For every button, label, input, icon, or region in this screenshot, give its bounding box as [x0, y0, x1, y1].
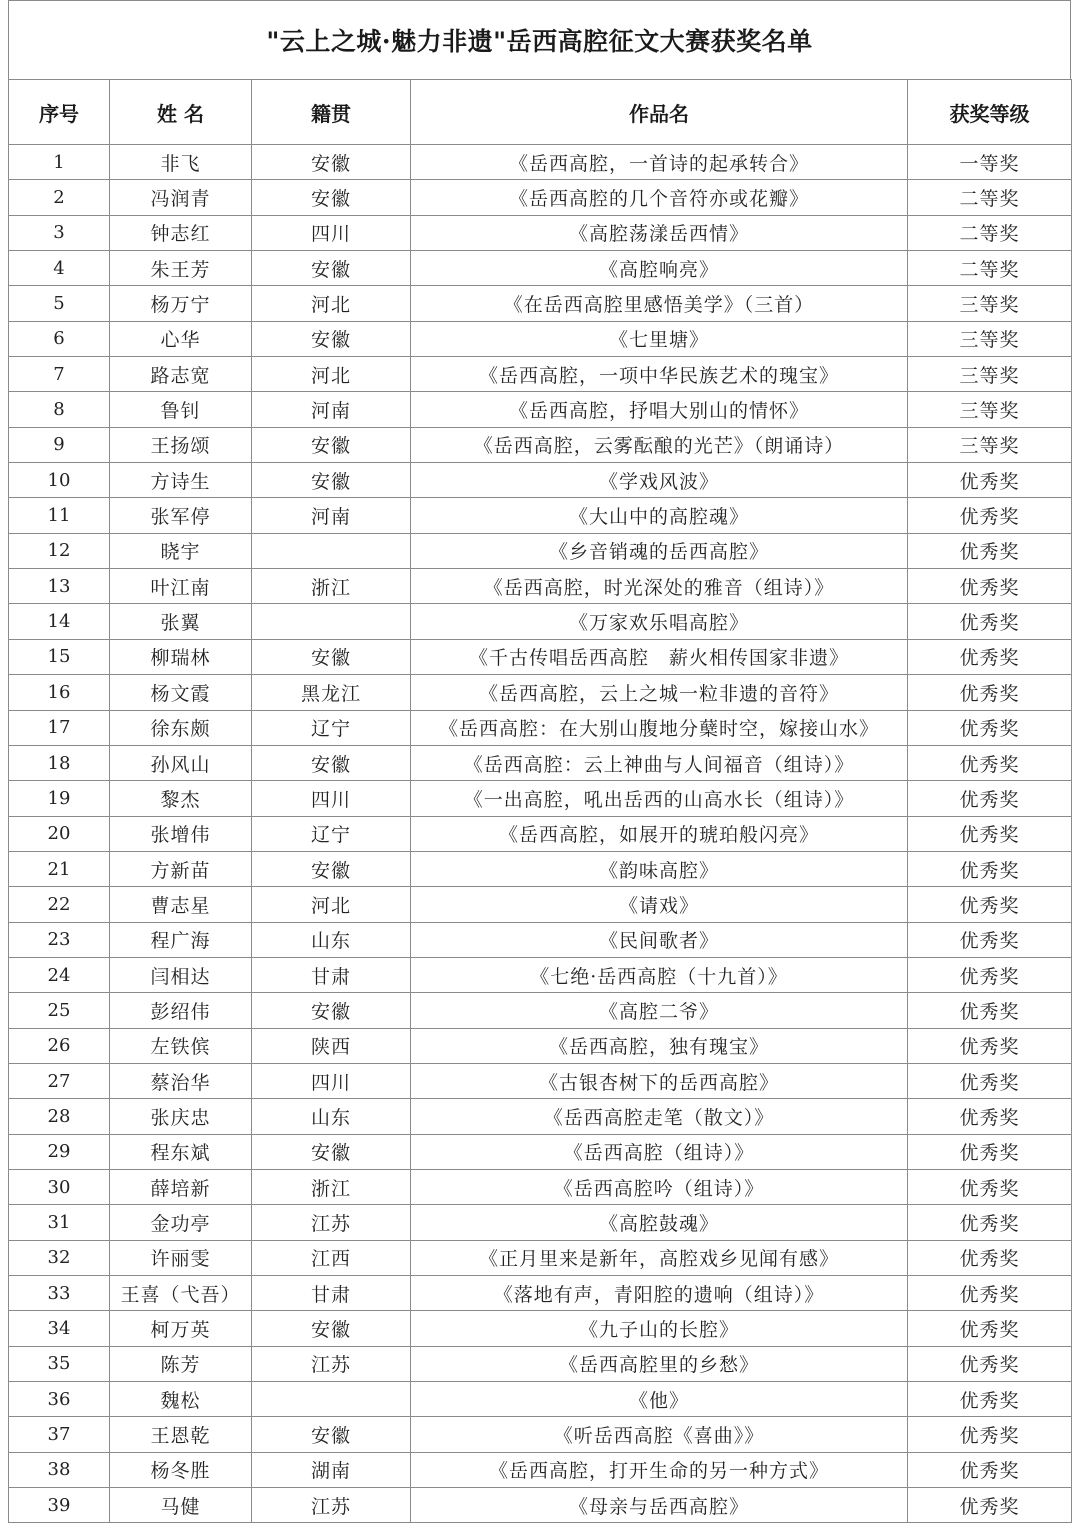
cell-award: 优秀奖 — [908, 781, 1072, 816]
cell-origin: 浙江 — [252, 569, 411, 604]
table-row — [9, 1452, 1072, 1487]
cell-origin: 安徽 — [252, 639, 411, 674]
table-row — [9, 781, 1072, 816]
cell-award: 优秀奖 — [908, 1169, 1072, 1204]
cell-no: 10 — [9, 463, 110, 498]
cell-award: 三等奖 — [908, 392, 1072, 427]
cell-origin: 甘肃 — [252, 1276, 411, 1311]
cell-name: 左铁傧 — [110, 1028, 252, 1063]
cell-award: 优秀奖 — [908, 922, 1072, 957]
cell-work: 《岳西高腔，打开生命的另一种方式》 — [411, 1452, 908, 1487]
cell-name: 叶江南 — [110, 569, 252, 604]
cell-work: 《在岳西高腔里感悟美学》（三首） — [411, 286, 908, 321]
cell-name: 程东斌 — [110, 1134, 252, 1169]
cell-award: 三等奖 — [908, 357, 1072, 392]
cell-origin: 陕西 — [252, 1028, 411, 1063]
table-row — [9, 533, 1072, 568]
cell-name: 徐东颇 — [110, 710, 252, 745]
cell-origin: 四川 — [252, 215, 411, 250]
cell-origin: 四川 — [252, 781, 411, 816]
cell-no: 6 — [9, 321, 110, 356]
cell-work: 《落地有声，青阳腔的遗响（组诗）》 — [411, 1276, 908, 1311]
cell-award: 优秀奖 — [908, 463, 1072, 498]
cell-name: 王恩乾 — [110, 1417, 252, 1452]
cell-name: 朱王芳 — [110, 251, 252, 286]
cell-work: 《岳西高腔的几个音符亦或花瓣》 — [411, 180, 908, 215]
cell-origin: 安徽 — [252, 745, 411, 780]
cell-origin: 安徽 — [252, 145, 411, 180]
header-no: 序号 — [9, 80, 110, 145]
cell-work: 《岳西高腔，云雾酝酿的光芒》（朗诵诗） — [411, 427, 908, 462]
cell-award: 优秀奖 — [908, 533, 1072, 568]
cell-no: 3 — [9, 215, 110, 250]
table-row — [9, 1488, 1072, 1523]
cell-origin: 江苏 — [252, 1346, 411, 1381]
table-row — [9, 922, 1072, 957]
cell-name: 张翼 — [110, 604, 252, 639]
cell-work: 《岳西高腔，云上之城一粒非遗的音符》 — [411, 675, 908, 710]
table-row — [9, 321, 1072, 356]
cell-origin: 河南 — [252, 498, 411, 533]
cell-award: 优秀奖 — [908, 1205, 1072, 1240]
cell-award: 三等奖 — [908, 321, 1072, 356]
table-row — [9, 145, 1072, 180]
cell-origin: 四川 — [252, 1063, 411, 1098]
cell-no: 22 — [9, 887, 110, 922]
table-row — [9, 887, 1072, 922]
cell-award: 优秀奖 — [908, 1063, 1072, 1098]
cell-origin: 山东 — [252, 1099, 411, 1134]
cell-award: 优秀奖 — [908, 1311, 1072, 1346]
table-row — [9, 675, 1072, 710]
cell-name: 王喜（弋吾） — [110, 1276, 252, 1311]
table-row — [9, 1099, 1072, 1134]
cell-no: 34 — [9, 1311, 110, 1346]
cell-origin: 安徽 — [252, 321, 411, 356]
cell-no: 26 — [9, 1028, 110, 1063]
cell-no: 32 — [9, 1240, 110, 1275]
table-row — [9, 710, 1072, 745]
cell-no: 16 — [9, 675, 110, 710]
cell-no: 24 — [9, 957, 110, 992]
cell-work: 《学戏风波》 — [411, 463, 908, 498]
cell-name: 王扬颂 — [110, 427, 252, 462]
cell-award: 三等奖 — [908, 286, 1072, 321]
cell-name: 曹志星 — [110, 887, 252, 922]
cell-work: 《听岳西高腔《喜曲》》 — [411, 1417, 908, 1452]
cell-award: 优秀奖 — [908, 851, 1072, 886]
cell-origin: 安徽 — [252, 427, 411, 462]
table-row — [9, 463, 1072, 498]
table-row — [9, 180, 1072, 215]
cell-no: 14 — [9, 604, 110, 639]
table-row — [9, 1311, 1072, 1346]
cell-award: 三等奖 — [908, 427, 1072, 462]
cell-name: 彭绍伟 — [110, 993, 252, 1028]
cell-no: 11 — [9, 498, 110, 533]
cell-no: 38 — [9, 1452, 110, 1487]
header-name: 姓 名 — [110, 80, 252, 145]
table-row — [9, 1205, 1072, 1240]
cell-name: 心华 — [110, 321, 252, 356]
cell-award: 优秀奖 — [908, 1488, 1072, 1523]
table-row — [9, 1028, 1072, 1063]
cell-name: 冯润青 — [110, 180, 252, 215]
table-row — [9, 1240, 1072, 1275]
cell-award: 优秀奖 — [908, 604, 1072, 639]
table-row — [9, 286, 1072, 321]
cell-no: 5 — [9, 286, 110, 321]
cell-name: 张增伟 — [110, 816, 252, 851]
award-list-document — [8, 0, 1071, 1529]
cell-origin: 河北 — [252, 887, 411, 922]
cell-name: 程广海 — [110, 922, 252, 957]
cell-name: 蔡治华 — [110, 1063, 252, 1098]
cell-award: 优秀奖 — [908, 745, 1072, 780]
header-origin: 籍贯 — [252, 80, 411, 145]
cell-work: 《民间歌者》 — [411, 922, 908, 957]
table-header-row — [9, 80, 1072, 145]
table-row — [9, 498, 1072, 533]
cell-name: 方诗生 — [110, 463, 252, 498]
cell-origin: 安徽 — [252, 993, 411, 1028]
table-row — [9, 851, 1072, 886]
cell-work: 《高腔荡漾岳西情》 — [411, 215, 908, 250]
table-row — [9, 993, 1072, 1028]
cell-name: 钟志红 — [110, 215, 252, 250]
table-row — [9, 569, 1072, 604]
cell-no: 4 — [9, 251, 110, 286]
cell-work: 《岳西高腔，一项中华民族艺术的瑰宝》 — [411, 357, 908, 392]
cell-origin: 辽宁 — [252, 710, 411, 745]
cell-no: 7 — [9, 357, 110, 392]
cell-name: 金功亭 — [110, 1205, 252, 1240]
table-row — [9, 251, 1072, 286]
cell-work: 《岳西高腔，一首诗的起承转合》 — [411, 145, 908, 180]
cell-origin: 安徽 — [252, 1134, 411, 1169]
cell-origin: 河北 — [252, 286, 411, 321]
cell-no: 20 — [9, 816, 110, 851]
cell-work: 《他》 — [411, 1382, 908, 1417]
cell-work: 《岳西高腔里的乡愁》 — [411, 1346, 908, 1381]
cell-no: 8 — [9, 392, 110, 427]
cell-work: 《岳西高腔：在大别山腹地分蘖时空，嫁接山水》 — [411, 710, 908, 745]
cell-no: 36 — [9, 1382, 110, 1417]
cell-award: 优秀奖 — [908, 1382, 1072, 1417]
cell-origin: 安徽 — [252, 1417, 411, 1452]
table-row — [9, 957, 1072, 992]
table-row — [9, 816, 1072, 851]
table-row — [9, 604, 1072, 639]
cell-name: 非飞 — [110, 145, 252, 180]
cell-name: 张军停 — [110, 498, 252, 533]
cell-no: 37 — [9, 1417, 110, 1452]
header-award: 获奖等级 — [908, 80, 1072, 145]
cell-origin: 甘肃 — [252, 957, 411, 992]
table-row — [9, 1417, 1072, 1452]
table-row — [9, 1346, 1072, 1381]
cell-name: 柳瑞林 — [110, 639, 252, 674]
cell-work: 《韵味高腔》 — [411, 851, 908, 886]
cell-award: 优秀奖 — [908, 957, 1072, 992]
cell-name: 杨万宁 — [110, 286, 252, 321]
cell-award: 优秀奖 — [908, 816, 1072, 851]
cell-origin: 黑龙江 — [252, 675, 411, 710]
cell-no: 25 — [9, 993, 110, 1028]
cell-origin: 河南 — [252, 392, 411, 427]
cell-origin: 安徽 — [252, 251, 411, 286]
cell-no: 33 — [9, 1276, 110, 1311]
award-table — [8, 79, 1072, 1523]
cell-origin: 山东 — [252, 922, 411, 957]
table-row — [9, 1063, 1072, 1098]
cell-no: 15 — [9, 639, 110, 674]
cell-work: 《高腔响亮》 — [411, 251, 908, 286]
cell-origin — [252, 604, 411, 639]
cell-name: 杨文霞 — [110, 675, 252, 710]
cell-no: 17 — [9, 710, 110, 745]
cell-name: 晓宇 — [110, 533, 252, 568]
cell-award: 优秀奖 — [908, 639, 1072, 674]
table-row — [9, 215, 1072, 250]
table-row — [9, 745, 1072, 780]
cell-origin: 安徽 — [252, 463, 411, 498]
cell-name: 陈芳 — [110, 1346, 252, 1381]
cell-work: 《七里塘》 — [411, 321, 908, 356]
cell-award: 优秀奖 — [908, 1099, 1072, 1134]
cell-origin: 江苏 — [252, 1205, 411, 1240]
cell-work: 《大山中的高腔魂》 — [411, 498, 908, 533]
cell-work: 《万家欢乐唱高腔》 — [411, 604, 908, 639]
cell-work: 《一出高腔，吼出岳西的山高水长（组诗）》 — [411, 781, 908, 816]
cell-work: 《古银杏树下的岳西高腔》 — [411, 1063, 908, 1098]
cell-no: 1 — [9, 145, 110, 180]
cell-award: 优秀奖 — [908, 993, 1072, 1028]
cell-work: 《高腔二爷》 — [411, 993, 908, 1028]
cell-origin: 湖南 — [252, 1452, 411, 1487]
cell-no: 23 — [9, 922, 110, 957]
cell-origin: 安徽 — [252, 1311, 411, 1346]
cell-award: 一等奖 — [908, 145, 1072, 180]
cell-work: 《岳西高腔：云上神曲与人间福音（组诗）》 — [411, 745, 908, 780]
cell-name: 路志宽 — [110, 357, 252, 392]
cell-work: 《岳西高腔走笔（散文）》 — [411, 1099, 908, 1134]
cell-work: 《请戏》 — [411, 887, 908, 922]
cell-no: 9 — [9, 427, 110, 462]
cell-name: 许丽雯 — [110, 1240, 252, 1275]
cell-name: 鲁钊 — [110, 392, 252, 427]
cell-award: 优秀奖 — [908, 1452, 1072, 1487]
cell-no: 35 — [9, 1346, 110, 1381]
cell-award: 优秀奖 — [908, 1417, 1072, 1452]
cell-work: 《岳西高腔（组诗）》 — [411, 1134, 908, 1169]
cell-origin — [252, 1382, 411, 1417]
cell-no: 27 — [9, 1063, 110, 1098]
cell-no: 18 — [9, 745, 110, 780]
cell-origin: 辽宁 — [252, 816, 411, 851]
cell-name: 薛培新 — [110, 1169, 252, 1204]
cell-no: 29 — [9, 1134, 110, 1169]
table-row — [9, 1276, 1072, 1311]
cell-no: 21 — [9, 851, 110, 886]
cell-origin: 江苏 — [252, 1488, 411, 1523]
cell-name: 魏松 — [110, 1382, 252, 1417]
cell-no: 28 — [9, 1099, 110, 1134]
cell-work: 《母亲与岳西高腔》 — [411, 1488, 908, 1523]
cell-no: 30 — [9, 1169, 110, 1204]
cell-work: 《九子山的长腔》 — [411, 1311, 908, 1346]
cell-origin — [252, 533, 411, 568]
table-row — [9, 1382, 1072, 1417]
cell-award: 二等奖 — [908, 180, 1072, 215]
cell-no: 12 — [9, 533, 110, 568]
cell-origin: 河北 — [252, 357, 411, 392]
document-title: "云上之城·魅力非遗"岳西高腔征文大赛获奖名单 — [8, 0, 1071, 79]
cell-award: 优秀奖 — [908, 1240, 1072, 1275]
cell-work: 《乡音销魂的岳西高腔》 — [411, 533, 908, 568]
table-body — [9, 145, 1072, 1523]
cell-work: 《七绝·岳西高腔（十九首）》 — [411, 957, 908, 992]
cell-name: 孙风山 — [110, 745, 252, 780]
table-row — [9, 392, 1072, 427]
cell-work: 《岳西高腔吟（组诗）》 — [411, 1169, 908, 1204]
cell-award: 优秀奖 — [908, 1276, 1072, 1311]
cell-no: 19 — [9, 781, 110, 816]
cell-award: 优秀奖 — [908, 675, 1072, 710]
cell-origin: 安徽 — [252, 180, 411, 215]
table-row — [9, 1134, 1072, 1169]
cell-name: 张庆忠 — [110, 1099, 252, 1134]
cell-name: 方新苗 — [110, 851, 252, 886]
cell-no: 13 — [9, 569, 110, 604]
cell-work: 《正月里来是新年，高腔戏乡见闻有感》 — [411, 1240, 908, 1275]
cell-name: 柯万英 — [110, 1311, 252, 1346]
cell-work: 《岳西高腔，如展开的琥珀般闪亮》 — [411, 816, 908, 851]
cell-work: 《高腔鼓魂》 — [411, 1205, 908, 1240]
header-work: 作品名 — [411, 80, 908, 145]
cell-work: 《岳西高腔，独有瑰宝》 — [411, 1028, 908, 1063]
cell-award: 优秀奖 — [908, 569, 1072, 604]
cell-award: 优秀奖 — [908, 887, 1072, 922]
cell-award: 优秀奖 — [908, 1134, 1072, 1169]
table-row — [9, 1169, 1072, 1204]
cell-no: 39 — [9, 1488, 110, 1523]
cell-name: 闫相达 — [110, 957, 252, 992]
cell-award: 二等奖 — [908, 251, 1072, 286]
cell-award: 优秀奖 — [908, 1028, 1072, 1063]
cell-award: 优秀奖 — [908, 1346, 1072, 1381]
cell-award: 优秀奖 — [908, 498, 1072, 533]
cell-no: 2 — [9, 180, 110, 215]
cell-origin: 安徽 — [252, 851, 411, 886]
cell-origin: 江西 — [252, 1240, 411, 1275]
table-row — [9, 357, 1072, 392]
cell-no: 31 — [9, 1205, 110, 1240]
cell-name: 马健 — [110, 1488, 252, 1523]
cell-name: 黎杰 — [110, 781, 252, 816]
cell-work: 《千古传唱岳西高腔 薪火相传国家非遗》 — [411, 639, 908, 674]
cell-work: 《岳西高腔，抒唱大别山的情怀》 — [411, 392, 908, 427]
table-row — [9, 639, 1072, 674]
cell-origin: 浙江 — [252, 1169, 411, 1204]
cell-award: 优秀奖 — [908, 710, 1072, 745]
cell-award: 二等奖 — [908, 215, 1072, 250]
cell-name: 杨冬胜 — [110, 1452, 252, 1487]
cell-work: 《岳西高腔，时光深处的雅音（组诗）》 — [411, 569, 908, 604]
table-row — [9, 427, 1072, 462]
